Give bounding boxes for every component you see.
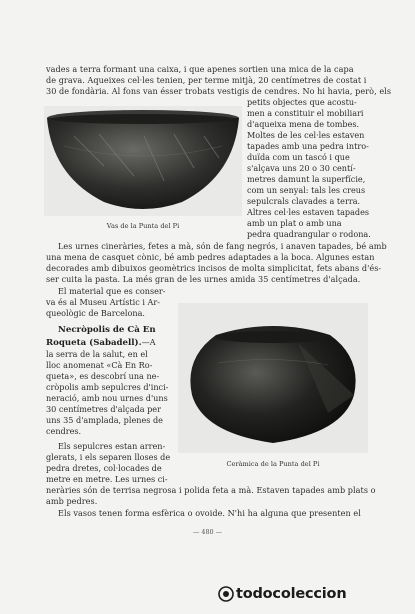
photo-caption: Vas de la Punta del Pi: [106, 222, 180, 230]
text-line: queta», es descobrí una ne-: [46, 371, 160, 381]
text-line: Els vasos tenen forma esfèrica o ovoide. N'hi ha alguna que presenten el: [58, 508, 361, 518]
text-line: Els sepulcres estan arren-: [58, 441, 166, 451]
text-line: va és al Museu Artístic i Ar-: [46, 297, 160, 307]
watermark-logo-icon: [218, 586, 234, 602]
text-line: Altres cel·les estaven tapades: [247, 207, 370, 217]
text-line: El material que es conser-: [58, 286, 166, 296]
text-line: glerats, i els separen lloses de: [46, 452, 171, 462]
text-line: metre en metre. Les urnes ci-: [46, 474, 168, 484]
vase-illustration: [44, 106, 242, 216]
text-line: petits objectes que acostu-: [247, 97, 357, 107]
section-heading: Necròpolis de Cà En: [58, 325, 156, 335]
text-line: duïda com un tascó i que: [247, 152, 350, 162]
text-fragment: —A: [141, 337, 156, 347]
text-line: neràries són de terrisa negrosa i polida feta a mà. Estaven tapades amb plats o: [46, 485, 376, 495]
text-line: decorades amb dibuixos geomètrics incisos de molta simplicitat, fets abans d'és-: [46, 263, 382, 273]
text-line: sepulcrals clavades a terra.: [247, 196, 361, 206]
text-line: de grava. Aqueixes cel·les tenien, per terme mitjà, 20 centímetres de costat i: [46, 75, 367, 85]
text-line: cròpolis amb sepulcres d'inci-: [46, 382, 169, 392]
text-line: pedra dretes, col·locades de: [46, 463, 162, 473]
photo-vase-punta-del-pi: [44, 106, 242, 216]
text-line: uns 35 d'amplada, plenes de: [46, 415, 163, 425]
text-line: pedra quadrangular o rodona.: [247, 229, 371, 239]
text-line: s'alçava uns 20 o 30 centí-: [247, 163, 356, 173]
text-line: d'aqueixa mena de tombes.: [247, 119, 360, 129]
text-line: com un senyal: tals les creus: [247, 185, 366, 195]
text-line: Moltes de les cel·les estaven: [247, 130, 365, 140]
text-line: 30 de fondària. Al fons van ésser trobats vestigis de cendres. No hi havia, però, els: [46, 86, 392, 96]
text-line: 30 centímetres d'alçada per: [46, 404, 161, 414]
text-line: ser cuita la pasta. La més gran de les urnes amida 35 centímetres d'alçada.: [46, 274, 361, 284]
text-line: amb pedres.: [46, 496, 98, 506]
page-number: — 480 —: [192, 528, 223, 536]
text-line: una mena de casquet cònic, bé amb pedres adaptades a la boca. Algunes estan: [46, 252, 375, 262]
text-line: cendres.: [46, 426, 82, 436]
section-heading-line: [46, 337, 176, 349]
text-line: amb un plat o amb una: [247, 218, 342, 228]
text-line: Les urnes cineràries, fetes a mà, són de fang negrós, i anaven tapades, bé amb: [58, 241, 387, 251]
ceramic-illustration: [178, 303, 368, 453]
photo-ceramic-punta-del-pi: [178, 303, 368, 453]
section-heading: Roqueta (Sabadell).: [46, 338, 142, 348]
photo-caption: Ceràmica de la Punta del Pi: [226, 460, 320, 468]
text-line: neració, amb nou urnes d'uns: [46, 393, 168, 403]
text-line: metres damunt la superfície,: [247, 174, 366, 184]
text-line: men a constituir el mobiliari: [247, 108, 364, 118]
text-line: vades a terra formant una caixa, i que apenes sortien una mica de la capa: [46, 64, 354, 74]
watermark-text: todocoleccion: [236, 586, 347, 602]
text-line: lloc anomenat «Cà En Ro-: [46, 360, 153, 370]
text-line: queològic de Barcelona.: [46, 308, 145, 318]
text-line: tapades amb una pedra intro-: [247, 141, 369, 151]
text-line: la serra de la salut, en el: [46, 349, 148, 359]
